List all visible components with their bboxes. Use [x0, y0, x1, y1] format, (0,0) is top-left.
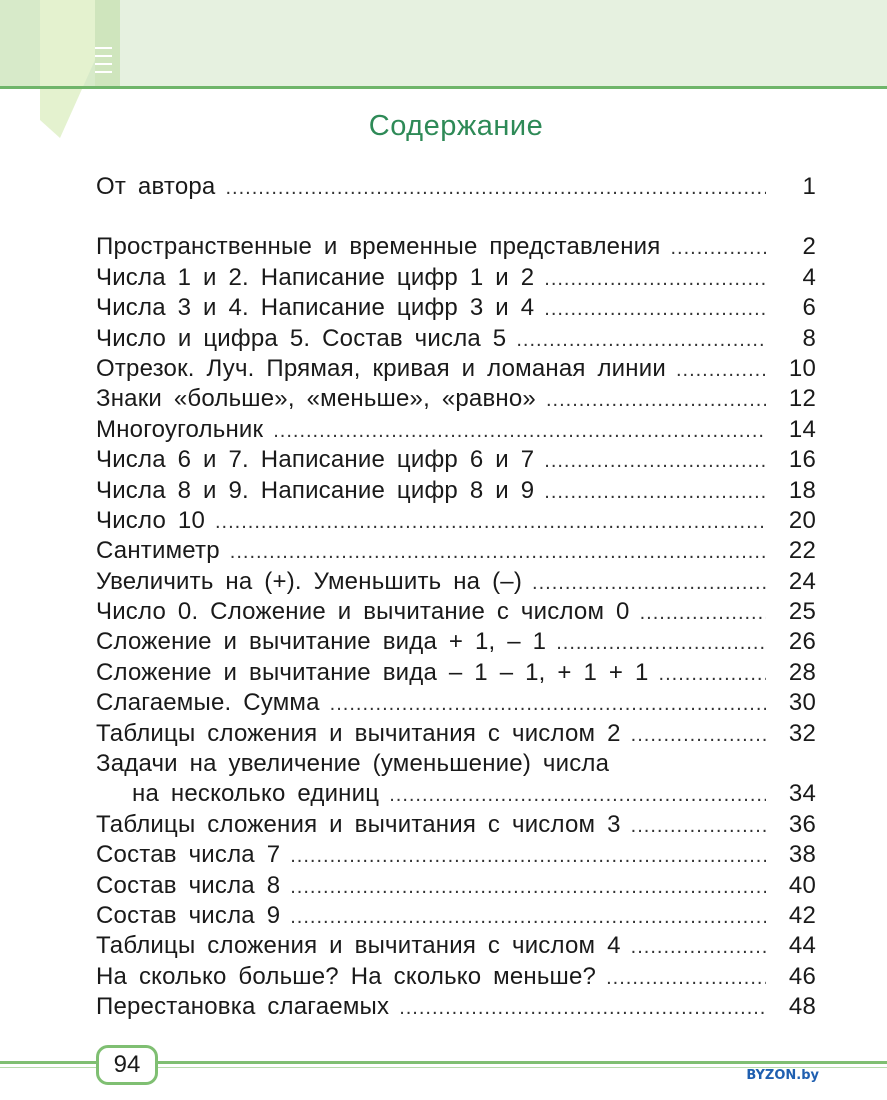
toc-dot-leader [670, 233, 766, 263]
toc-entry[interactable] [96, 445, 816, 475]
toc-dot-leader [546, 385, 766, 415]
toc-dot-leader [659, 659, 766, 689]
watermark: BYZON.by [746, 1068, 819, 1083]
toc-entry-page: 32 [788, 719, 816, 747]
toc-entry-label: Знаки «больше», «меньше», «равно» [96, 385, 536, 413]
toc-entry[interactable] [96, 415, 816, 445]
toc-entry[interactable] [96, 506, 816, 536]
toc-entry-page: 38 [788, 841, 816, 869]
toc-entry[interactable] [96, 840, 816, 870]
toc-entry-page: 22 [788, 537, 816, 565]
toc-entry-label: Числа 1 и 2. Написание цифр 1 и 2 [96, 263, 535, 291]
toc-entry[interactable] [96, 172, 816, 202]
toc-entry-label: Число 10 [96, 506, 205, 534]
toc-entry-label: Сложение и вычитание вида – 1 – 1, + 1 + 1 [96, 658, 649, 686]
toc-entry[interactable] [96, 749, 816, 779]
toc-dot-leader [225, 173, 766, 203]
toc-entry-page: 26 [788, 628, 816, 656]
toc-entry-page: 1 [802, 173, 816, 200]
toc-entry[interactable] [96, 688, 816, 718]
toc-entry-label: Числа 8 и 9. Написание цифр 8 и 9 [96, 476, 535, 504]
toc-entry-page: 10 [788, 354, 816, 382]
toc-dot-leader [399, 993, 766, 1023]
toc-entry-label: Увеличить на (+). Уменьшить на (–) [96, 567, 523, 595]
toc-entry-label: Перестановка слагаемых [96, 993, 390, 1021]
toc-dot-leader [640, 598, 766, 628]
toc-entry-label: на несколько единиц [132, 780, 380, 808]
toc-dot-leader [606, 963, 766, 993]
toc-entry[interactable] [96, 263, 816, 293]
toc-entry-page: 30 [788, 689, 816, 717]
page-title: Содержание [368, 110, 544, 142]
toc-entry[interactable] [96, 627, 816, 657]
toc-entry[interactable] [96, 931, 816, 961]
toc-entry-label: Отрезок. Луч. Прямая, кривая и ломаная линии [96, 354, 666, 382]
toc-dot-leader [330, 689, 766, 719]
toc-entry-label: Состав числа 8 [96, 871, 281, 899]
toc-entry[interactable] [96, 810, 816, 840]
toc-entry[interactable] [96, 354, 816, 384]
toc-dot-leader [544, 477, 766, 507]
toc-dot-leader [631, 932, 766, 962]
toc-dot-leader [631, 720, 766, 750]
toc-entry-page: 48 [788, 993, 816, 1021]
toc-entry[interactable] [96, 658, 816, 688]
toc-entry-label: Состав числа 9 [96, 901, 281, 929]
toc-entry-label: Слагаемые. Сумма [96, 689, 320, 717]
toc-entry-label: Многоугольник [96, 415, 264, 443]
toc-dot-leader [544, 264, 766, 294]
toc-entry[interactable] [96, 779, 816, 809]
toc-dot-leader [544, 446, 766, 476]
toc-dot-leader [290, 841, 766, 871]
toc-entry-page: 16 [788, 446, 816, 474]
toc-dot-leader [516, 325, 766, 355]
toc-entry-label: От автора [96, 173, 216, 200]
toc-dot-leader [389, 780, 766, 810]
toc-entry-page: 20 [788, 506, 816, 534]
toc-dot-leader [532, 568, 766, 598]
toc-entry-page: 8 [802, 324, 816, 352]
toc-entry-page: 24 [788, 567, 816, 595]
toc-entry-page: 44 [788, 932, 816, 960]
toc-entry[interactable] [96, 871, 816, 901]
toc-entry-page: 40 [788, 871, 816, 899]
toc-entry-label: Число и цифра 5. Состав числа 5 [96, 324, 507, 352]
toc-entry-page: 18 [788, 476, 816, 504]
toc-entry-label: Числа 6 и 7. Написание цифр 6 и 7 [96, 446, 535, 474]
toc-entry-label: Сложение и вычитание вида + 1, – 1 [96, 628, 547, 656]
toc-entry-label: Состав числа 7 [96, 841, 281, 869]
toc-entry-page: 4 [802, 263, 816, 291]
toc-entry-label: На сколько больше? На сколько меньше? [96, 962, 597, 990]
toc-entry-label: Числа 3 и 4. Написание цифр 3 и 4 [96, 294, 535, 322]
toc-dot-leader [230, 537, 766, 567]
toc-entry-page: 6 [802, 294, 816, 322]
toc-entry[interactable] [96, 567, 816, 597]
toc-dot-leader [273, 416, 766, 446]
toc-entry-label: Таблицы сложения и вычитания с числом 4 [96, 932, 621, 960]
toc-dot-leader [631, 811, 766, 841]
toc-entry-page: 28 [788, 658, 816, 686]
toc-entry[interactable] [96, 597, 816, 627]
toc-entry[interactable] [96, 232, 816, 262]
toc-entry-label: Число 0. Сложение и вычитание с числом 0 [96, 598, 630, 626]
toc-entry[interactable] [96, 719, 816, 749]
toc-entry[interactable] [96, 324, 816, 354]
toc-entry-page: 34 [788, 780, 816, 808]
toc-entry-label: Таблицы сложения и вычитания с числом 3 [96, 810, 621, 838]
toc-entry-label: Таблицы сложения и вычитания с числом 2 [96, 719, 621, 747]
toc-entry[interactable] [96, 962, 816, 992]
toc-entry-page: 36 [788, 810, 816, 838]
toc-entry[interactable] [96, 293, 816, 323]
toc-entry-page: 25 [788, 598, 816, 626]
toc-entry-page: 2 [802, 233, 816, 261]
table-of-contents [96, 172, 816, 1023]
toc-entry[interactable] [96, 992, 816, 1022]
toc-dot-leader [215, 507, 766, 537]
toc-entry[interactable] [96, 476, 816, 506]
page-number-badge: 94 [96, 1045, 158, 1085]
toc-entry[interactable] [96, 901, 816, 931]
toc-entry-page: 46 [788, 962, 816, 990]
toc-dot-leader [556, 628, 766, 658]
toc-entry-page: 42 [788, 901, 816, 929]
toc-entry-label: Пространственные и временные представления [96, 233, 661, 261]
toc-dot-leader [544, 294, 766, 324]
toc-entry[interactable] [96, 384, 816, 414]
toc-entry-page: 12 [788, 385, 816, 413]
toc-entry-page: 14 [788, 415, 816, 443]
toc-dot-leader [290, 872, 766, 902]
toc-dot-leader [676, 355, 766, 385]
toc-dot-leader [290, 902, 766, 932]
header-rule [0, 86, 887, 89]
toc-entry-label: Задачи на увеличение (уменьшение) числа [96, 750, 610, 778]
toc-entry-label: Сантиметр [96, 537, 220, 565]
toc-entry[interactable] [96, 536, 816, 566]
